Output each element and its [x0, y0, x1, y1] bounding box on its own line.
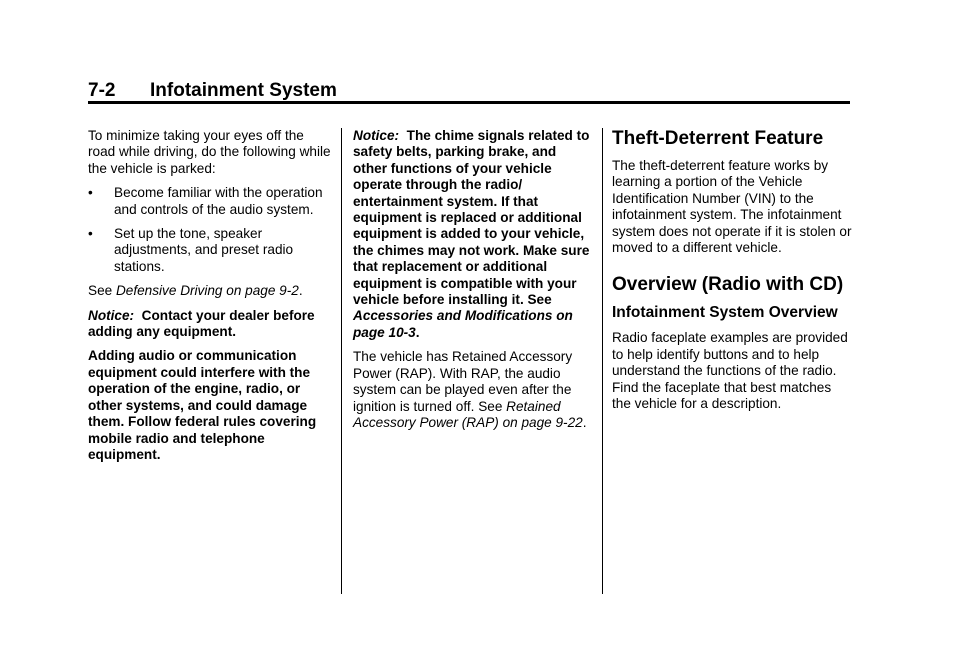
theft-heading: Theft-Deterrent Feature [612, 128, 824, 149]
column-middle [353, 128, 593, 439]
overview-heading: Overview (Radio with CD) [612, 274, 844, 296]
overview-subheading: Infotainment System Overview [612, 304, 838, 322]
header-rule [88, 101, 850, 104]
page-number: 7-2 [88, 80, 116, 101]
cross-reference-link[interactable]: Retained Accessory Power (RAP) on page 9-22 [353, 398, 583, 430]
bullet-item: • Set up the tone, speaker adjustments, and preset radio stations. [88, 226, 294, 274]
equipment-warning: Adding audio or communication equipment could interfere with the operation of the engine, radio, or other systems, and could damage them. Follow federal rules covering mobile radio and telephone equipment. [88, 348, 317, 462]
column-left [88, 128, 333, 471]
bullet-list [88, 185, 333, 275]
rap-paragraph: The vehicle has Retained Accessory Power (RAP). With RAP, the audio system can be played even after the ignition is turned off. See Retained Accessory Power (RAP) on page 9-22. [353, 349, 587, 430]
column-divider-1 [341, 128, 342, 594]
notice-dealer: Notice: Contact your dealer before adding any equipment. [88, 307, 315, 340]
column-right [612, 128, 852, 420]
theft-paragraph: The theft-deterrent feature works by learning a portion of the Vehicle Identification Number (VIN) to the infotainment system. The infotainment system does not operate if it is stolen or moved to a different vehicle. [612, 158, 852, 256]
cross-reference-link[interactable]: Defensive Driving on page 9-2 [115, 283, 299, 299]
see-reference: See Defensive Driving on page 9-2. [88, 283, 303, 299]
cross-reference-link[interactable]: Accessories and Modifications on page 10-3 [353, 308, 573, 340]
notice-chime: Notice: The chime signals related to safety belts, parking brake, and other functions of your vehicle operate through the radio/ entertainment system. If that equipment is replaced or additional equipment is added to your vehicle, the chimes may not work. Make sure that replacement or additional equipment is compatible with your vehicle before installing it. See Accessories and Modifications on page 10-3. [353, 128, 590, 340]
column-divider-2 [602, 128, 603, 594]
section-title: Infotainment System [150, 80, 337, 101]
bullet-icon: • [88, 226, 93, 242]
bullet-item: • Become familiar with the operation and controls of the audio system. [88, 185, 323, 217]
overview-paragraph: Radio faceplate examples are provided to help identify buttons and to help understand the functions of the radio. Find the faceplate that best matches the vehicle for a description. [612, 330, 848, 412]
bullet-icon: • [88, 185, 93, 201]
intro-paragraph: To minimize taking your eyes off the road while driving, do the following while the vehicle is parked: [88, 128, 331, 176]
